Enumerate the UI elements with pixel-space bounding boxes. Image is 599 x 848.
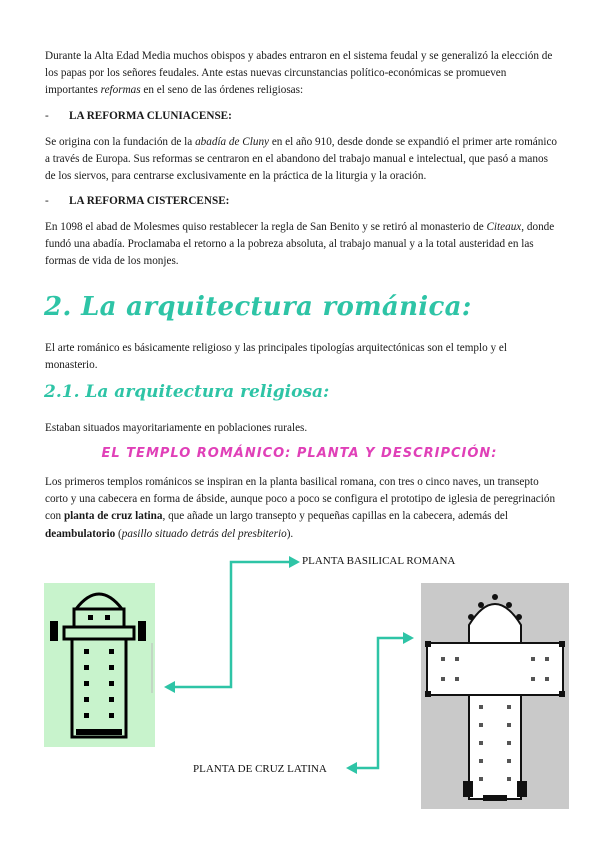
- section-paragraph: El arte románico es básicamente religioso y las principales tipologías arquitectónicas son el templo y el monasterio.: [45, 342, 507, 372]
- templo-title: EL TEMPLO ROMÁNICO: PLANTA Y DESCRIPCIÓN:: [101, 446, 498, 461]
- cluny-heading: - LA REFORMA CLUNIACENSE:: [45, 110, 232, 122]
- caption-basilical: PLANTA BASILICAL ROMANA: [302, 555, 456, 567]
- subsection-paragraph: Estaban situados mayoritariamente en poblaciones rurales.: [45, 422, 308, 434]
- templo-paragraph: Los primeros templos románicos se inspiran en la planta basilical romana, con tres o cinco naves, un transepto corto y una cabecera en forma de ábside, aunque poco a poco se configura el prototipo de iglesia de peregrinación con planta de cruz latina, que añade un largo transepto y pequeñas capillas en la cabecera, además del deambulatorio (pasillo situado detrás del presbiterio).: [45, 476, 556, 540]
- intro-paragraph: Durante la Alta Edad Media muchos obispos y abades entraron en el sistema feudal y se generalizó la elección de los papas por los señores feudales. Ante estas nuevas circunstancias político-económicas se promueven importantes reformas en el seno de las órdenes religiosas:: [45, 50, 553, 97]
- subsection-title: 2.1. La arquitectura religiosa:: [44, 382, 330, 402]
- caption-cruz-latina: PLANTA DE CRUZ LATINA: [193, 763, 327, 775]
- cluny-paragraph: Se origina con la fundación de la abadía de Cluny en el año 910, desde donde se expandió el primer arte románico a través de Europa. Sus reformas se centraron en el abandono del trabajo manual e intelectual, que pasó a manos de los siervos, para centrarse exclusivamente en la práctica de la liturgia y la oración.: [45, 136, 558, 183]
- cister-heading: - LA REFORMA CISTERCENSE:: [45, 195, 230, 207]
- section-title: 2. La arquitectura románica:: [44, 292, 472, 322]
- cister-paragraph: En 1098 el abad de Molesmes quiso restablecer la regla de San Benito y se retiró al monasterio de Citeaux, donde fundó una abadía. Proclamaba el retorno a la pobreza absoluta, al trabajo manual y a la total austeridad en las formas de vida de los monjes.: [45, 221, 555, 268]
